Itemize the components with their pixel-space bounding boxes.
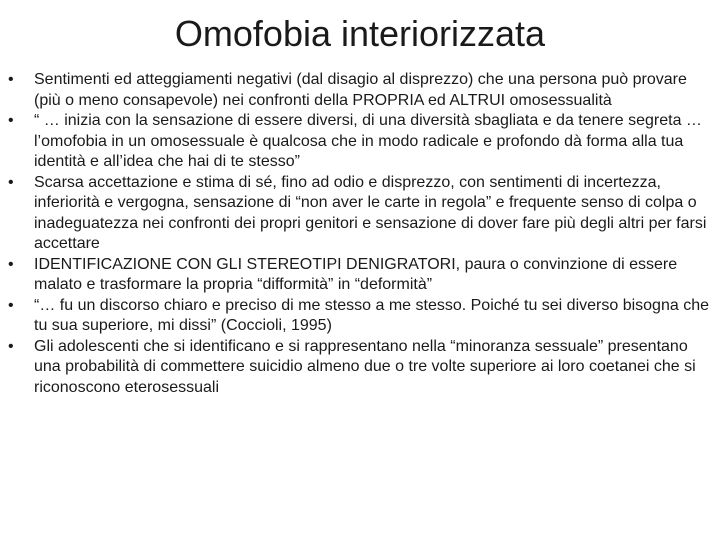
bullet-text: Scarsa accettazione e stima di sé, fino ad odio e disprezzo, con sentimenti di incertezza, inferiorità e vergogna, sensazione di “non aver le carte in regola” e frequente senso di colpa o inadeguatezza nei confronti dei propri genitori e sensazione di dover fare più degli altri per farsi accettare bbox=[34, 173, 707, 252]
bullet-icon: • bbox=[8, 71, 14, 88]
bullet-item bbox=[8, 337, 712, 399]
bullet-icon: • bbox=[8, 112, 14, 129]
bullet-text: IDENTIFICAZIONE CON GLI STEREOTIPI DENIGRATORI, paura o convinzione di essere malato e trasformare la propria “difformità” in “deformità” bbox=[34, 255, 678, 293]
bullet-item bbox=[8, 296, 712, 337]
bullet-item bbox=[8, 173, 712, 255]
slide-title: Omofobia interiorizzata bbox=[174, 13, 546, 54]
bullet-item bbox=[8, 111, 712, 173]
bullet-item bbox=[8, 70, 712, 111]
bullet-text: Sentimenti ed atteggiamenti negativi (dal disagio al disprezzo) che una persona può provare (più o meno consapevole) nei confronti della PROPRIA ed ALTRUI omosessualità bbox=[34, 71, 687, 109]
bullet-item bbox=[8, 255, 712, 296]
bullet-text: “… fu un discorso chiaro e preciso di me stesso a me stesso. Poiché tu sei diverso bisogna che tu sua superiore, mi dissi” (Coccioli, 1995) bbox=[34, 296, 709, 334]
bullet-text: “ … inizia con la sensazione di essere diversi, di una diversità sbagliata e da tenere segreta … l’omofobia in un omosessuale è qualcosa che in modo radicale e profondo dà forma alla tua identità e all’idea che hai di te stesso” bbox=[34, 112, 702, 170]
bullet-icon: • bbox=[8, 255, 14, 273]
bullet-icon: • bbox=[8, 296, 14, 314]
bullet-list bbox=[8, 70, 712, 398]
bullet-icon: • bbox=[8, 173, 14, 191]
bullet-text: Gli adolescenti che si identificano e si rappresentano nella “minoranza sessuale” presentano una probabilità di commettere suicidio almeno due o tre volte superiore ai loro coetanei che si riconoscono eterosessuali bbox=[34, 337, 696, 396]
bullet-icon: • bbox=[8, 337, 14, 355]
